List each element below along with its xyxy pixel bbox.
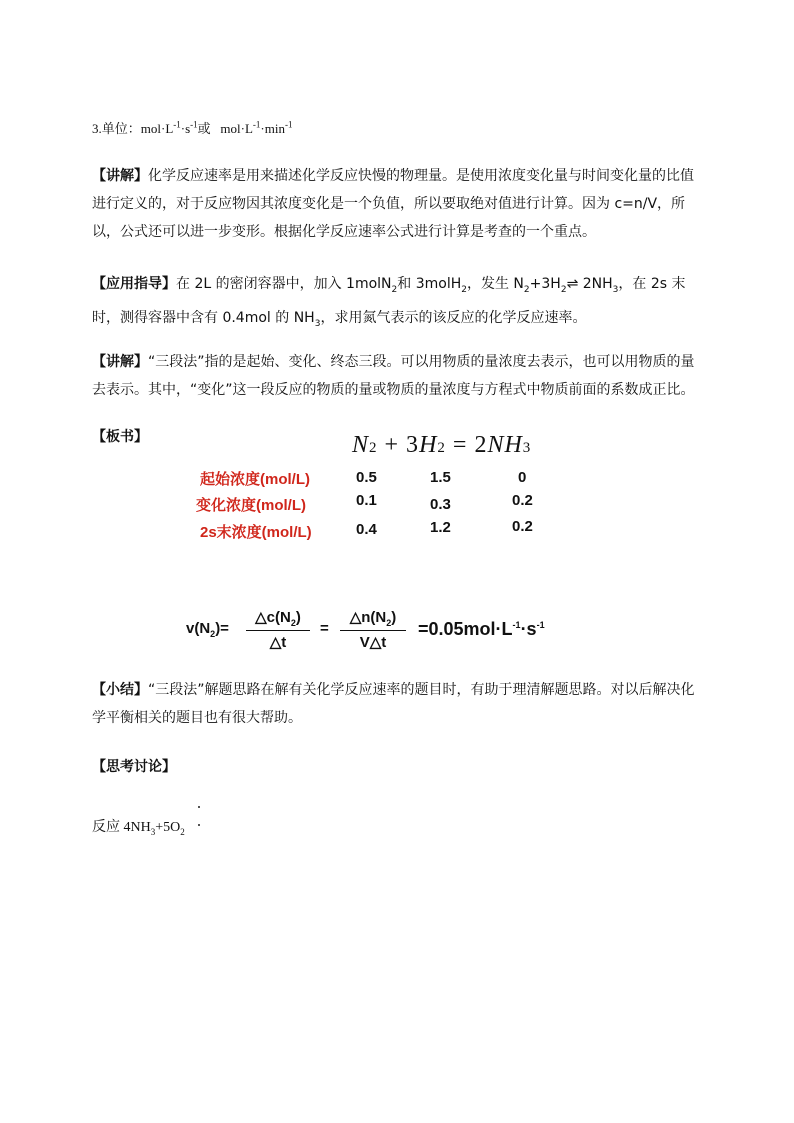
row-value: 0.2 [512, 518, 533, 535]
eq-n: N [352, 432, 370, 458]
reaction-line [92, 816, 185, 837]
fraction-1-denominator: △t [269, 634, 287, 651]
frac2-num-end: ) [391, 609, 397, 626]
board-equation [352, 432, 531, 459]
fraction-2 [340, 608, 406, 651]
guide-sub-2: 2 [461, 284, 467, 295]
unit-1-exp: -1 [173, 119, 181, 130]
reaction-sub-1: 3 [150, 826, 156, 837]
guide-sub-3: 2 [523, 284, 530, 295]
row-label-change: 变化浓度(mol/L) [196, 497, 306, 514]
summary-text: “三段法”解题思路在解有关化学反应速率的题目时，有助于理清解题思路。对以后解决化学平衡相关的题目也有很大帮助。 [92, 682, 695, 726]
result-exp1: -1 [512, 620, 521, 630]
guide-sub-1: 2 [391, 284, 398, 295]
frac1-num-sub: 2 [290, 618, 296, 628]
formula-v-sub: 2 [210, 629, 216, 639]
result-exp2: -1 [536, 620, 545, 630]
fraction-2-denominator: V△t [359, 634, 387, 651]
row-value: 0.1 [356, 492, 377, 509]
unit-or: 或 [197, 121, 211, 136]
row-value: 0.3 [430, 496, 451, 513]
reaction-mid: +5O [155, 820, 181, 835]
summary-tag: 【小结】 [92, 682, 148, 698]
frac2-num-sub: 2 [386, 618, 392, 628]
reaction-prefix: 反应 4NH [92, 820, 151, 835]
row-value: 1.2 [430, 519, 451, 536]
guide-tag: 【应用指导】 [92, 276, 176, 292]
eq-h-sub: 2 [437, 440, 446, 456]
eq-plus: + 3 [377, 432, 420, 458]
formula-v: v(N [186, 620, 211, 637]
result-mid: ·s [520, 619, 537, 639]
explain-tag: 【讲解】 [92, 168, 148, 184]
guide-text-6: ，在 2s 末时，测得容器中含有 0.4mol 的 NH [92, 276, 686, 326]
unit-2-mid: ·min [260, 121, 285, 136]
dot-mark [198, 824, 200, 826]
fraction-1 [246, 608, 310, 651]
dot-mark [198, 806, 200, 808]
guide-sub-6: 3 [314, 318, 321, 329]
row-value: 0.4 [356, 521, 377, 538]
unit-1: mol·L [140, 121, 174, 136]
formula-v-end: )= [215, 620, 229, 637]
board-heading: 【板书】 [92, 429, 148, 445]
unit-2: mol·L [220, 121, 253, 136]
fraction-1-bar [246, 630, 310, 631]
fraction-1-numerator [246, 608, 310, 628]
row-value: 0 [518, 469, 527, 486]
explain-paragraph-2 [92, 348, 704, 404]
discuss-heading: 【思考讨论】 [92, 759, 176, 775]
summary-paragraph [92, 676, 704, 732]
row-value: 0.5 [356, 469, 377, 486]
unit-1-exp2: -1 [190, 119, 198, 130]
row-label-start: 起始浓度(mol/L) [200, 471, 310, 488]
row-value: 0.2 [512, 492, 533, 509]
unit-1-mid: ·s [180, 121, 191, 136]
frac1-num-end: ) [295, 609, 301, 626]
explain-paragraph-1 [92, 162, 704, 246]
unit-prefix: 3.单位： [92, 121, 141, 136]
eq-h: H [419, 432, 438, 458]
eq-nh-sub: 3 [522, 440, 532, 456]
unit-2-exp: -1 [252, 119, 261, 130]
eq-n-sub: 2 [369, 440, 378, 456]
guide-paragraph [92, 270, 704, 338]
formula-result [418, 619, 545, 640]
unit-2-exp2: -1 [284, 119, 293, 130]
frac2-num: △n(N [349, 609, 387, 626]
guide-sub-5: 3 [612, 284, 619, 295]
unit-line [92, 118, 292, 137]
guide-text-3: ，发生 N [466, 276, 524, 292]
fraction-2-bar [340, 630, 406, 631]
eq-nh: NH [487, 432, 523, 458]
eq-equals: = 2 [445, 432, 488, 458]
guide-text-5: ⇌ 2NH [566, 276, 613, 292]
result-text: =0.05mol·L [418, 619, 513, 639]
explain-text: 化学反应速率是用来描述化学反应快慢的物理量。是使用浓度变化量与时间变化量的比值进行定义的，对于反应物因其浓度变化是一个负值，所以要取绝对值进行计算。因为 c=n/V，所以，公式还可以进一步变形。根据化学反应速率公式进行计算是考查的一个重点。 [92, 168, 694, 240]
guide-text-4: +3H [529, 276, 561, 292]
reaction-sub-2: 2 [180, 826, 185, 837]
guide-text-2: 和 3molH [397, 276, 462, 292]
frac1-num: △c(N [255, 609, 291, 626]
guide-sub-4: 2 [560, 284, 567, 295]
explain2-text: “三段法”指的是起始、变化、终态三段。可以用物质的量浓度去表示，也可以用物质的量去表示。其中，“变化”这一段反应的物质的量或物质的量浓度与方程式中物质前面的系数成正比。 [92, 354, 695, 398]
explain2-tag: 【讲解】 [92, 354, 148, 370]
row-label-end: 2s末浓度(mol/L) [200, 524, 312, 541]
row-value: 1.5 [430, 469, 451, 486]
guide-text-7: ，求用氮气表示的该反应的化学反应速率。 [320, 309, 587, 326]
formula-equals: = [320, 620, 329, 637]
guide-text-1: 在 2L 的密闭容器中，加入 1molN [176, 276, 392, 292]
fraction-2-numerator [340, 608, 406, 628]
formula-lhs [186, 620, 229, 639]
